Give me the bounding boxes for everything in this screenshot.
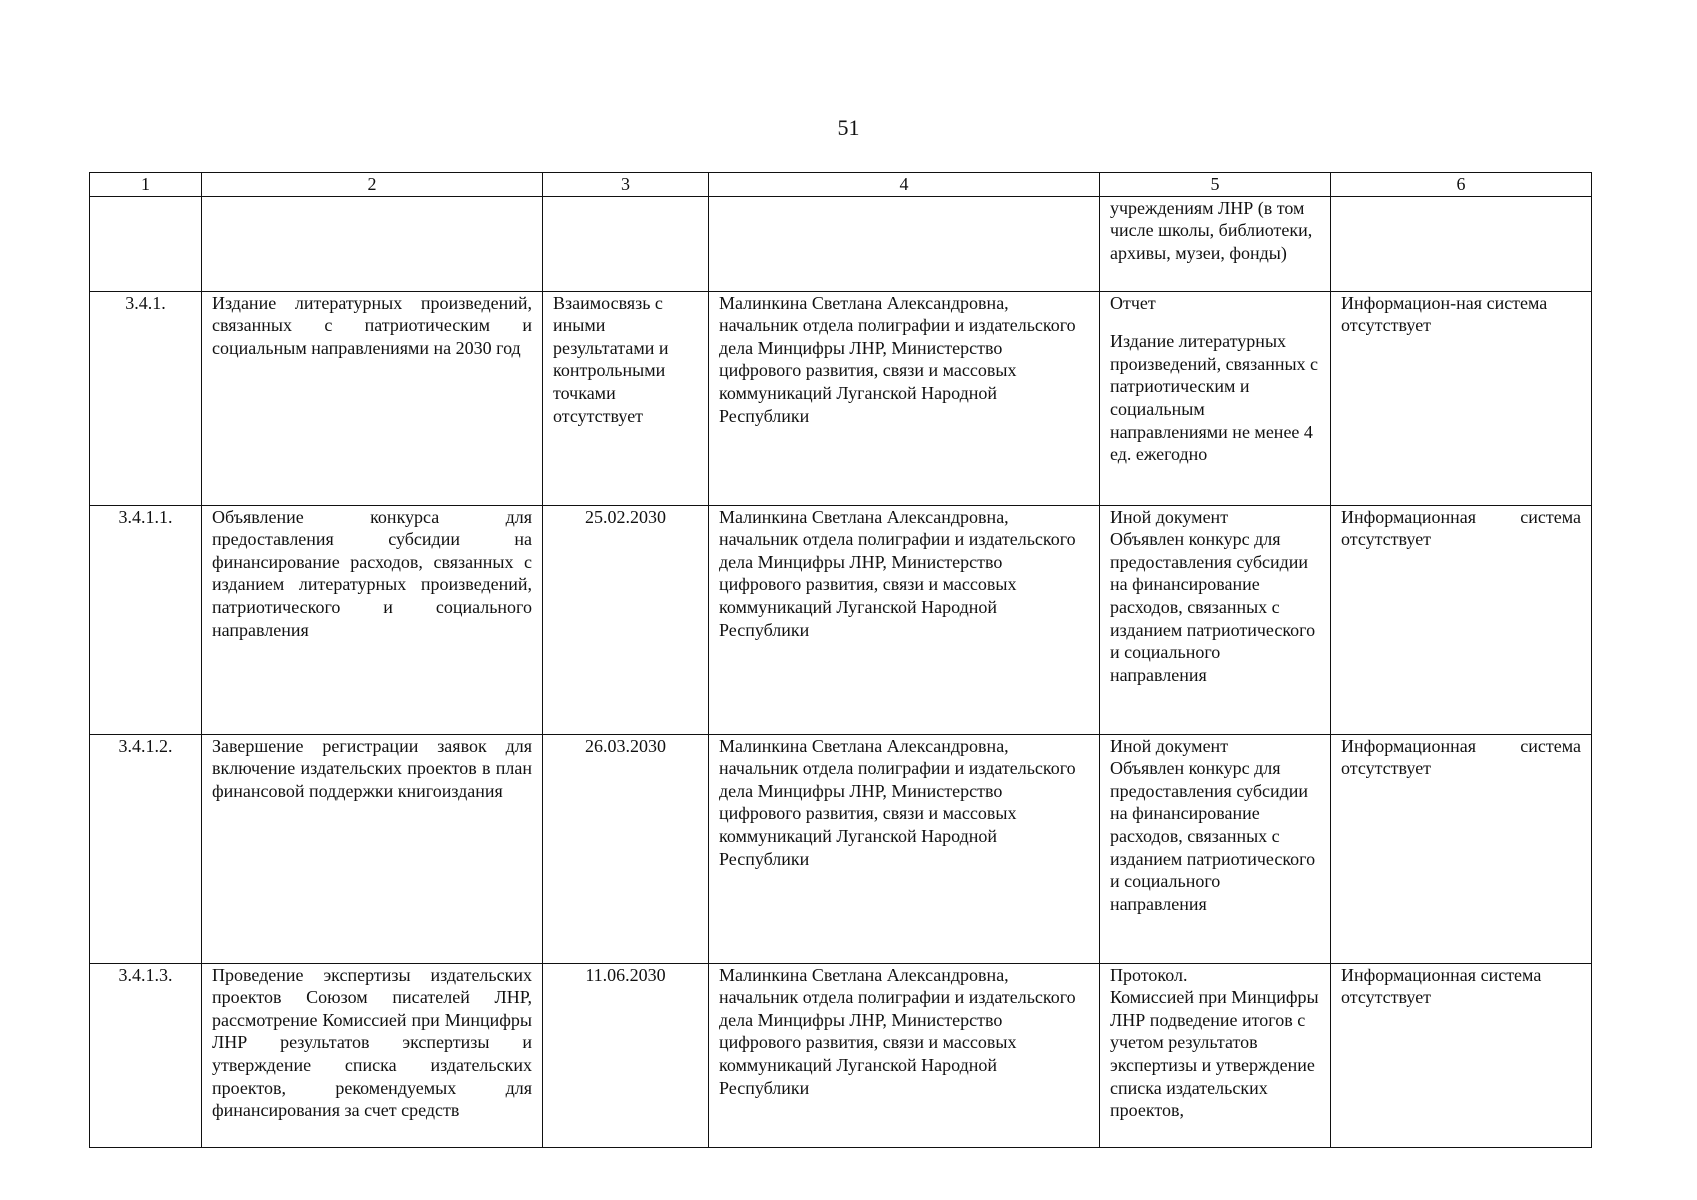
item-name: Объявление конкурса для предоставления субсидии на финансирование расходов, связанных с изданием литературных произведений, патриотического и социального направления (202, 505, 543, 734)
item-name: Издание литературных произведений, связанных с патриотическим и социальным направлениями на 2030 год (202, 291, 543, 505)
table-row (90, 196, 1592, 291)
item-system (1331, 196, 1592, 291)
result-type: Иной документ (1110, 735, 1229, 756)
item-result (1100, 734, 1331, 963)
item-system: Информационная система отсутствует (1331, 505, 1592, 734)
item-system: Информацион-ная система отсутствует (1331, 291, 1592, 505)
table-row (90, 734, 1592, 963)
item-date: 25.02.2030 (543, 505, 709, 734)
item-number: 3.4.1.3. (90, 963, 202, 1147)
column-number-row (90, 173, 1592, 197)
column-number: 2 (202, 173, 543, 197)
column-number: 5 (1100, 173, 1331, 197)
page-number: 51 (837, 115, 860, 140)
item-link (543, 196, 709, 291)
item-result (1100, 196, 1331, 291)
plan-table (89, 172, 1592, 1148)
item-result (1100, 291, 1331, 505)
item-date: 26.03.2030 (543, 734, 709, 963)
item-responsible: Малинкина Светлана Александровна, начальник отдела полиграфии и издательского дела Минцифры ЛНР, Министерство цифрового развития, связи и массовых коммуникаций Луганской Народной Республики (709, 734, 1100, 963)
item-date: 11.06.2030 (543, 963, 709, 1147)
item-name (202, 196, 543, 291)
item-system: Информационная система отсутствует (1331, 734, 1592, 963)
item-responsible (709, 196, 1100, 291)
column-number: 6 (1331, 173, 1592, 197)
result-text: учреждениям ЛНР (в том числе школы, библиотеки, архивы, музеи, фонды) (1110, 197, 1313, 263)
table-row (90, 963, 1592, 1147)
item-number: 3.4.1.1. (90, 505, 202, 734)
column-number: 3 (543, 173, 709, 197)
item-responsible: Малинкина Светлана Александровна, начальник отдела полиграфии и издательского дела Минцифры ЛНР, Министерство цифрового развития, связи и массовых коммуникаций Луганской Народной Республики (709, 291, 1100, 505)
table-row (90, 505, 1592, 734)
column-number: 1 (90, 173, 202, 197)
column-number: 4 (709, 173, 1100, 197)
item-responsible: Малинкина Светлана Александровна, начальник отдела полиграфии и издательского дела Минцифры ЛНР, Министерство цифрового развития, связи и массовых коммуникаций Луганской Народной Республики (709, 505, 1100, 734)
item-responsible: Малинкина Светлана Александровна, начальник отдела полиграфии и издательского дела Минцифры ЛНР, Министерство цифрового развития, связи и массовых коммуникаций Луганской Народной Республики (709, 963, 1100, 1147)
item-number: 3.4.1.2. (90, 734, 202, 963)
item-system: Информационная система отсутствует (1331, 963, 1592, 1147)
result-type: Отчет (1110, 292, 1156, 313)
result-text: Издание литературных произведений, связанных с патриотическим и социальным направлениями не менее 4 ед. ежегодно (1110, 331, 1319, 465)
item-link: Взаимосвязь с иными результатами и контрольными точками отсутствует (543, 291, 709, 505)
table-row (90, 291, 1592, 505)
item-name: Проведение экспертизы издательских проектов Союзом писателей ЛНР, рассмотрение Комиссией при Минцифры ЛНР результатов экспертизы и утверждение списка издательских проектов, рекомендуемых для финансирования за счет средств (202, 963, 543, 1147)
item-number: 3.4.1. (90, 291, 202, 505)
item-number (90, 196, 202, 291)
item-result (1100, 505, 1331, 734)
item-result (1100, 963, 1331, 1147)
item-name: Завершение регистрации заявок для включение издательских проектов в план финансовой поддержки книгоиздания (202, 734, 543, 963)
result-text: Комиссией при Минцифры ЛНР подведение итогов с учетом результатов экспертизы и утверждение списка издательских проектов, (1110, 987, 1319, 1121)
result-text: Объявлен конкурс для предоставления субсидии на финансирование расходов, связанных с изданием патриотического и социального направления (1110, 529, 1316, 685)
result-type: Иной документ (1110, 506, 1229, 527)
result-text: Объявлен конкурс для предоставления субсидии на финансирование расходов, связанных с изданием патриотического и социального направления (1110, 758, 1316, 914)
result-type: Протокол. (1110, 964, 1188, 985)
